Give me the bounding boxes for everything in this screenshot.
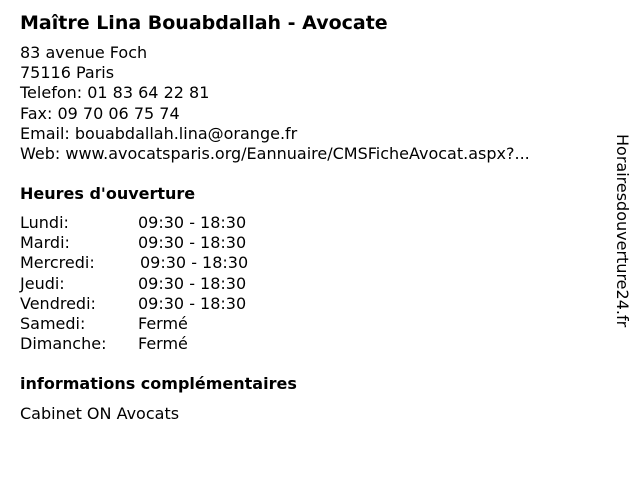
- time-range: Fermé: [138, 334, 188, 354]
- day-label: Samedi:: [20, 314, 86, 334]
- time-range: 09:30 - 18:30: [140, 253, 249, 273]
- page-title: Maître Lina Bouabdallah - Avocate: [20, 12, 388, 34]
- address-city: 75116 Paris: [20, 63, 115, 83]
- time-range: 09:30 - 18:30: [138, 233, 247, 253]
- website-link: Web: www.avocatsparis.org/Eannuaire/CMSFicheAvocat.aspx?...: [20, 144, 530, 164]
- hours-row-wednesday: [20, 253, 248, 273]
- time-range: 09:30 - 18:30: [138, 273, 247, 293]
- hours-row-monday: [20, 213, 248, 233]
- day-label: Vendredi:: [20, 293, 96, 313]
- time-range: Fermé: [138, 314, 188, 334]
- site-watermark: Horairesdouverture24.fr: [613, 134, 632, 328]
- day-label: Mercredi:: [20, 253, 95, 273]
- day-label: Jeudi:: [20, 273, 65, 293]
- hours-row-friday: [20, 294, 248, 314]
- hours-row-thursday: [20, 274, 248, 294]
- time-range: 09:30 - 18:30: [138, 213, 247, 232]
- phone-number: Telefon: 01 83 64 22 81: [20, 83, 210, 103]
- day-label: Dimanche:: [20, 334, 107, 354]
- additional-info-text: Cabinet ON Avocats: [20, 404, 180, 423]
- email-address: Email: bouabdallah.lina@orange.fr: [20, 123, 298, 143]
- additional-info-heading: informations complémentaires: [20, 374, 297, 393]
- opening-hours-table: [20, 213, 248, 354]
- day-label: Lundi:: [20, 213, 69, 232]
- address-street: 83 avenue Foch: [20, 43, 148, 62]
- hours-row-saturday: [20, 314, 248, 334]
- contact-block: [20, 43, 530, 164]
- hours-row-sunday: [20, 334, 248, 354]
- opening-hours-heading: Heures d'ouverture: [20, 184, 196, 203]
- time-range: 09:30 - 18:30: [138, 293, 247, 313]
- fax-number: Fax: 09 70 06 75 74: [20, 103, 180, 123]
- day-label: Mardi:: [20, 233, 70, 253]
- hours-row-tuesday: [20, 233, 248, 253]
